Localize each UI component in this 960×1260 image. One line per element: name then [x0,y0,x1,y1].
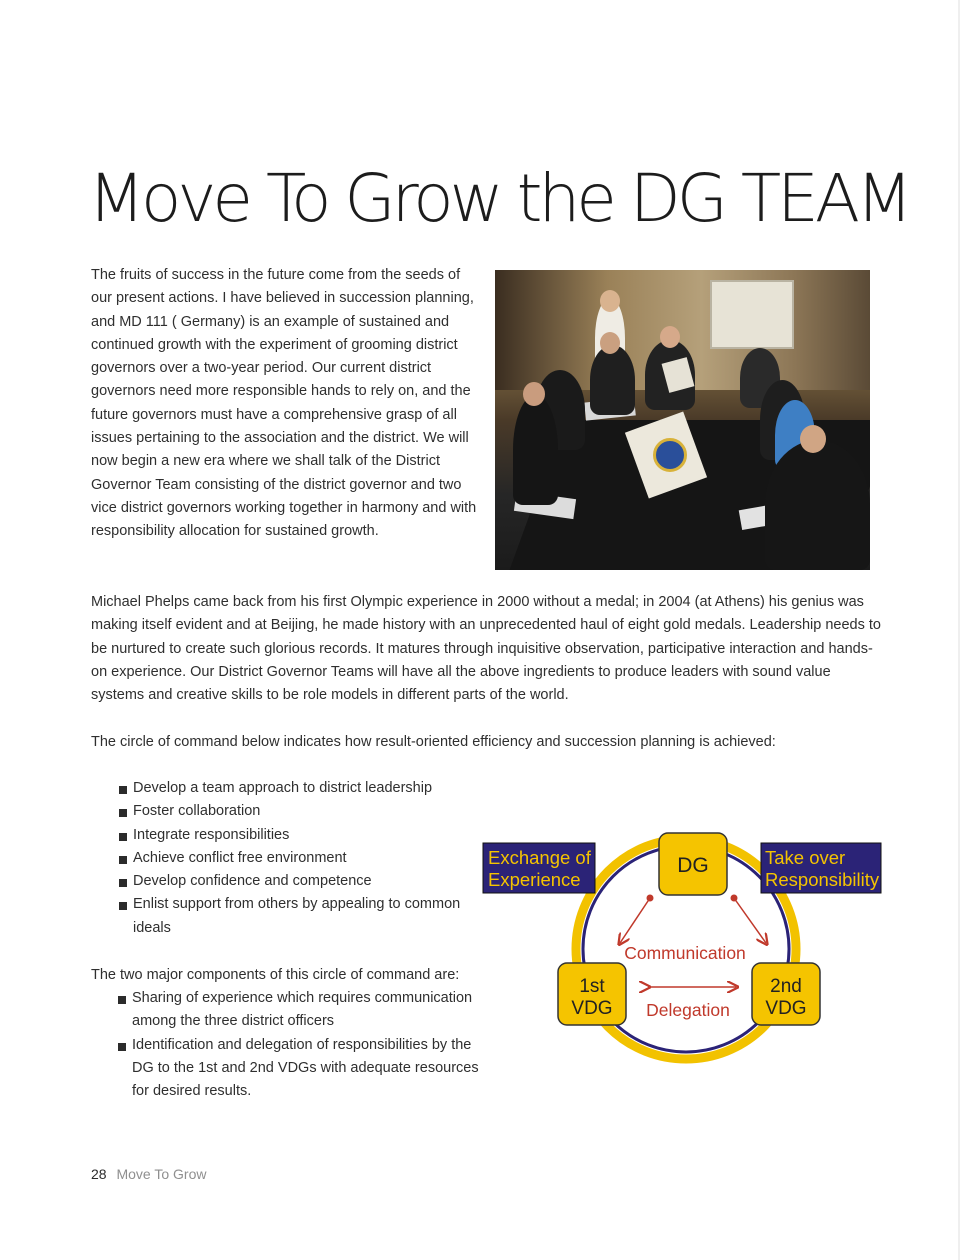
vdg1-label-line2: VDG [571,998,613,1019]
arrow-dot [731,895,738,902]
takeover-line2: Responsibility [765,869,880,890]
goals-list [119,777,479,940]
delegation-label: Delegation [646,1000,730,1020]
phelps-paragraph: Michael Phelps came back from his first Olympic experience in 2000 without a medal; in 2004 (at Athens) his genius was making itself evident and at Beijing, he made history with an unprecedented haul of eight gold medals. Leadership needs to be nurtured to create such glorious records. It matures through inquisitive observation, participative interaction and hands-on experience. Our District Governor Teams will have all the above ingredients to produce leaders with sound value systems and creative skills to be role models in different parts of the world. [91,594,881,704]
intro-paragraph: The fruits of success in the future come from the seeds of our present actions. I have believed in succession planning, and MD 111 ( Germany) is an example of sustained and continued growth with the experiment of grooming district governors over a two-year period. Our current district governors need more responsible hands to rely on, and the future governors must have a comprehensive grasp of all issues pertaining to the association and the district. We will now begin a new era where we shall talk of the District Governor Team consisting of the district governor and two vice district governors working together in harmony and with responsibility allocation for sustained growth. [91,267,477,540]
list-item: Integrate responsibilities [119,824,479,847]
takeover-line1: Take over [765,847,846,868]
communication-label: Communication [624,943,746,963]
vdg2-label-line1: 2nd [770,976,802,997]
footer-section-title: Move To Grow [116,1166,207,1182]
page-title: Move To Grow the DG TEAM [88,160,909,237]
list-item: Achieve conflict free environment [119,847,479,870]
page-footer [91,1166,206,1182]
exchange-line1: Exchange of [488,847,591,868]
exchange-line2: Experience [488,869,581,890]
dg-label: DG [677,854,709,877]
list-item: Sharing of experience which requires communication among the three district officers [118,987,483,1034]
vdg2-label-line2: VDG [765,998,807,1019]
meeting-photo [495,270,870,570]
list-item: Enlist support from others by appealing to common ideals [119,893,479,940]
circle-of-command-diagram [478,826,886,1066]
list-item: Develop confidence and competence [119,870,479,893]
list-item: Identification and delegation of responsibilities by the DG to the 1st and 2nd VDGs with adequate resources for desired results. [118,1034,483,1104]
circle-intro-paragraph: The circle of command below indicates how result-oriented efficiency and succession planning is achieved: [91,734,776,750]
components-heading: The two major components of this circle of command are: [91,967,460,983]
list-item: Develop a team approach to district leadership [119,777,479,800]
components-list [118,987,483,1103]
page-number: 28 [91,1166,107,1182]
vdg1-label-line1: 1st [579,976,605,997]
diagram-svg [478,826,886,1066]
arrow-dot [647,895,654,902]
list-item: Foster collaboration [119,800,479,823]
